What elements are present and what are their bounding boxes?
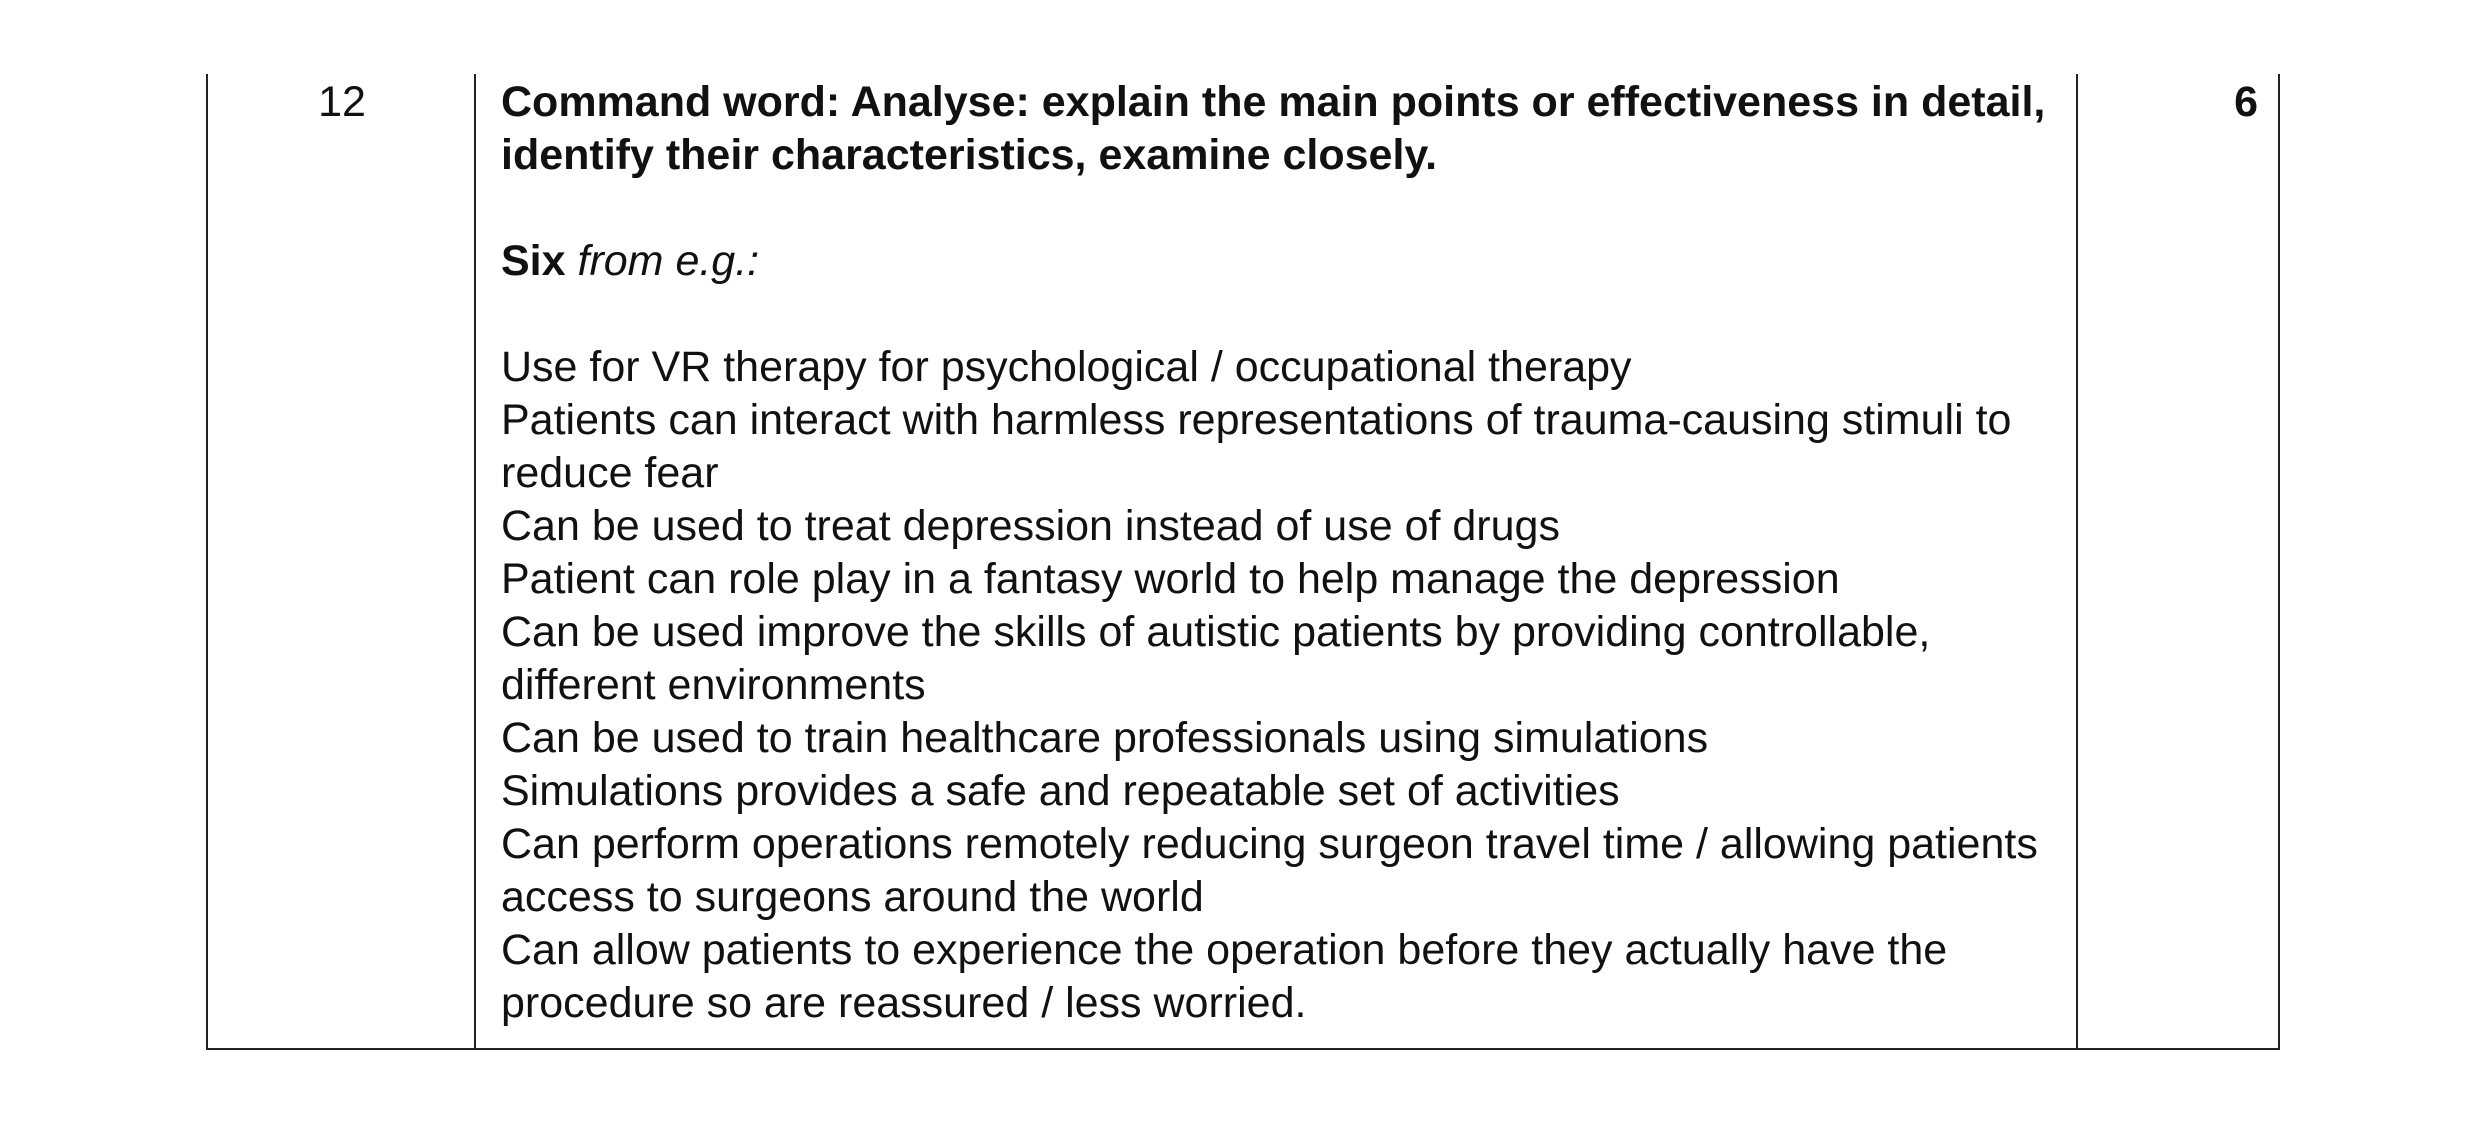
marks-cell xyxy=(2078,74,2280,1048)
answer-point: Use for VR therapy for psychological / occupational therapy xyxy=(501,343,1632,391)
mark-scheme-table xyxy=(206,74,2280,1050)
answer-point: Patient can role play in a fantasy world to help manage the depression xyxy=(501,555,1840,603)
command-word-text: Command word: Analyse: explain the main points or effectiveness in detail, identify their characteristics, examine closely. xyxy=(501,78,2046,179)
answer-point: Patients can interact with harmless representations of trauma-causing stimuli to reduce fear xyxy=(501,396,2012,497)
answer-point: Simulations provides a safe and repeatable set of activities xyxy=(501,767,1620,815)
question-number: 12 xyxy=(318,78,366,126)
answer-intro xyxy=(501,235,2071,288)
marks-value: 6 xyxy=(2234,78,2258,126)
question-number-cell xyxy=(208,74,476,1048)
answer-point: Can perform operations remotely reducing surgeon travel time / allowing patients access to surgeons around the world xyxy=(501,820,2038,921)
answer-content xyxy=(501,76,2071,1030)
answer-count: Six xyxy=(501,237,566,285)
answer-point: Can allow patients to experience the operation before they actually have the procedure so are reassured / less worried. xyxy=(501,926,1948,1027)
answer-qualifier: from e.g.: xyxy=(577,237,760,285)
answer-point: Can be used to treat depression instead of use of drugs xyxy=(501,502,1560,550)
answer-cell xyxy=(476,74,2078,1048)
answer-point: Can be used improve the skills of autistic patients by providing controllable, different environments xyxy=(501,608,1931,709)
answer-point: Can be used to train healthcare professionals using simulations xyxy=(501,714,1709,762)
answer-points-list xyxy=(501,341,2071,1030)
